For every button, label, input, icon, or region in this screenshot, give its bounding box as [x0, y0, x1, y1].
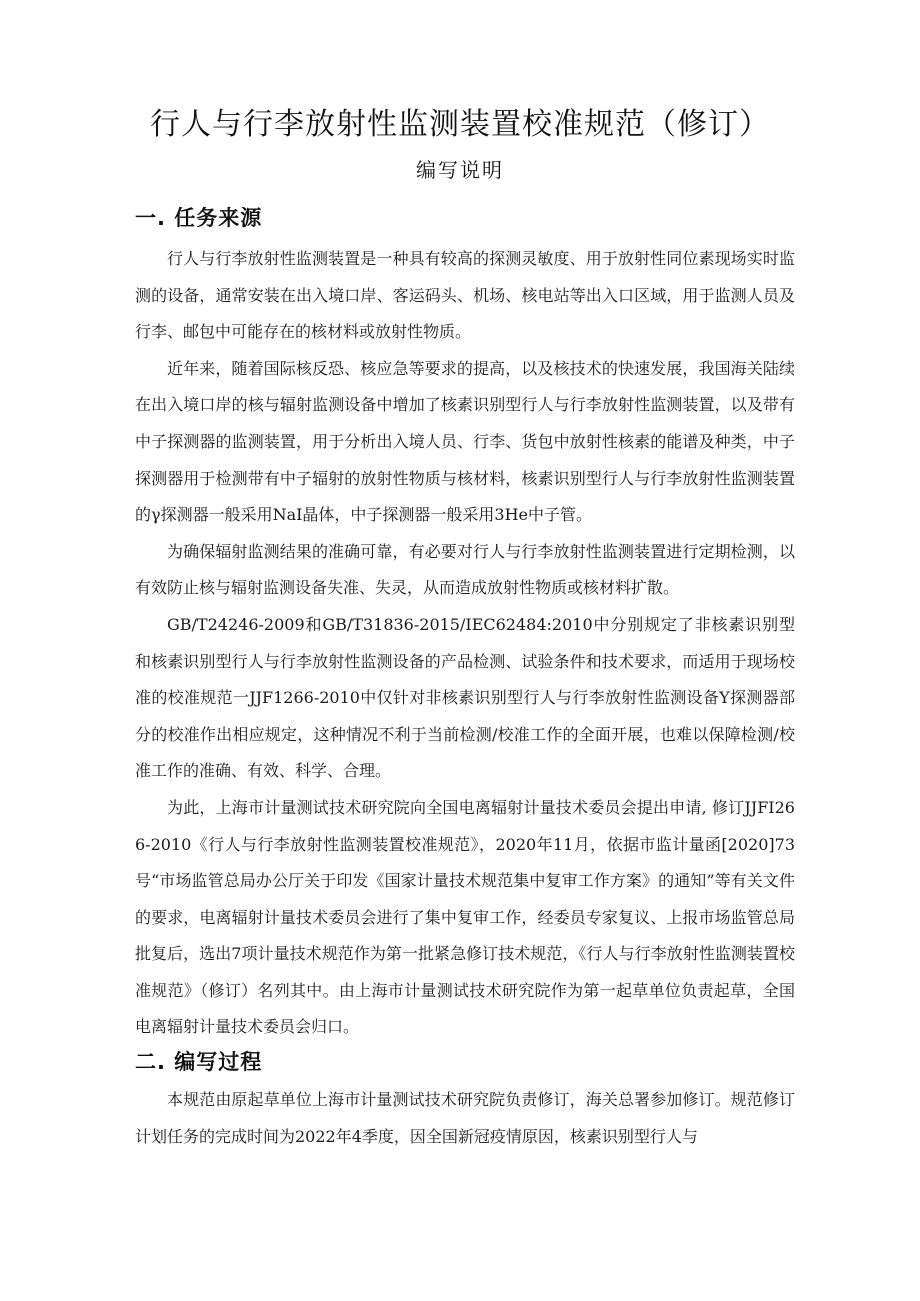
paragraph: 为此，上海市计量测试技术研究院向全国电离辐射计量技术委员会提出申请, 修订JJFI266-2010《行人与行李放射性监测装置校准规范》，2020年11月，依据市监计量函[2020]73号“市场监管总局办公厅关于印发《国家计量技术规范集中复审工作方案》的通知”等有关文件的要求，电离辐射计量技术委员会进行了集中复审工作，经委员专家复议、上报市场监管总局批复后，选出7项计量技术规范作为第一批紧急修订技术规范，《行人与行李放射性监测装置校准规范》（修订）名列其中。由上海市计量测试技术研究院作为第一起草单位负责起草，全国电离辐射计量技术委员会归口。 [135, 797, 795, 1037]
section-heading-writing-process: 二. 编写过程 [135, 1050, 263, 1075]
paragraph: 行人与行李放射性监测装置是一种具有较高的探测灵敏度、用于放射性同位素现场实时监测的设备，通常安装在出入境口岸、客运码头、机场、核电站等出入口区域，用于监测人员及行李、邮包中可能存在的核材料或放射性物质。 [135, 249, 795, 342]
document-title: 行人与行李放射性监测装置校准规范（修订） [150, 107, 770, 142]
section-heading-task-source: 一. 任务来源 [135, 206, 263, 230]
document-subtitle: 编写说明 [416, 158, 504, 182]
paragraph: 近年来，随着国际核反恐、核应急等要求的提高，以及核技术的快速发展，我国海关陆续在出入境口岸的核与辐射监测设备中增加了核素识别型行人与行李放射性监测装置，以及带有中子探测器的监测装置，用于分析出入境人员、行李、货包中放射性核素的能谱及种类，中子探测器用于检测带有中子辐射的放射性物质与核材料，核素识别型行人与行李放射性监测装置的γ探测器一般采用NaI晶体，中子探测器一般采用3He中子管。 [135, 358, 795, 525]
paragraph: GB/T24246-2009和GB/T31836-2015/IEC62484:2010中分别规定了非核素识别型和核素识别型行人与行李放射性监测设备的产品检测、试验条件和技术要求，而适用于现场校准的校准规范一JJF1266-2010中仅针对非核素识别型行人与行李放射性监测设备Y探测器部分的校准作出相应规定，这种情况不利于当前检测/校准工作的全面开展，也难以保障检测/校准工作的准确、有效、科学、合理。 [135, 614, 795, 781]
document-body [135, 198, 795, 1155]
paragraph: 本规范由原起草单位上海市计量测试技术研究院负责修订，海关总署参加修订。规范修订计划任务的完成时间为2022年4季度，因全国新冠疫情原因，核素识别型行人与 [135, 1090, 795, 1146]
paragraph: 为确保辐射监测结果的准确可靠，有必要对行人与行李放射性监测装置进行定期检测，以有效防止核与辐射监测设备失准、失灵，从而造成放射性物质或核材料扩散。 [135, 541, 795, 598]
